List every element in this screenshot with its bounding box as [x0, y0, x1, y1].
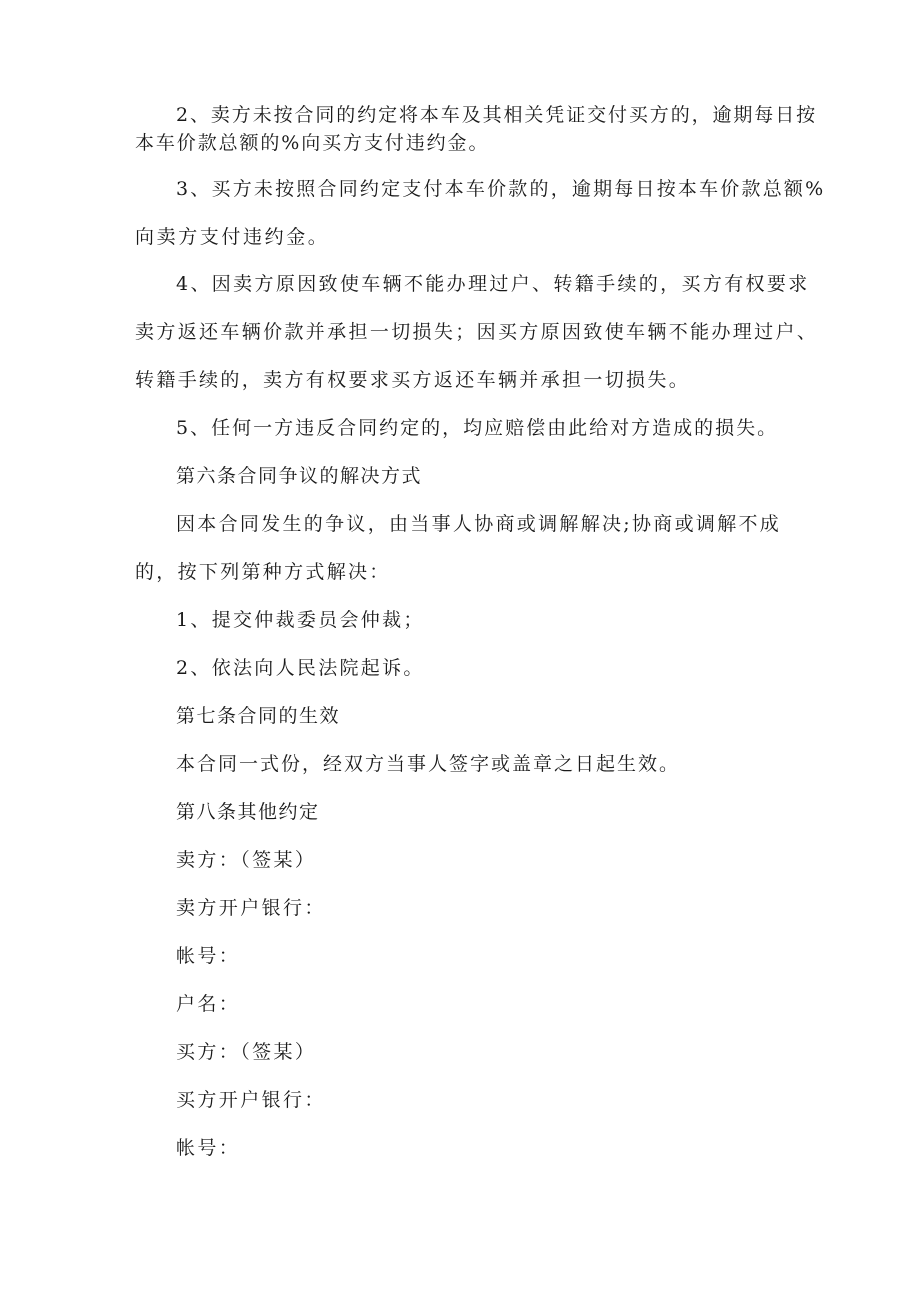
- clause-2-line-1: 2、卖方未按合同的约定将本车及其相关凭证交付买方的，逾期每日按: [176, 104, 817, 126]
- buyer-signature-field: 买方：（签某）: [176, 1041, 317, 1063]
- clause-3-line-1: 3、买方未按照合同约定支付本车价款的，逾期每日按本车价款总额%: [176, 178, 826, 200]
- option-2-court: 2、依法向人民法院起诉。: [176, 657, 425, 679]
- buyer-account-field: 帐号：: [176, 1137, 241, 1159]
- article-6-heading: 第六条合同争议的解决方式: [176, 465, 423, 487]
- clause-2-line-2: 本车价款总额的%向买方支付违约金。: [135, 132, 490, 154]
- seller-account-field: 帐号：: [176, 945, 241, 967]
- seller-bank-field: 卖方开户银行：: [176, 897, 326, 919]
- clause-4-line-2: 卖方返还车辆价款并承担一切损失；因买方原因致使车辆不能办理过户、: [135, 321, 819, 343]
- article-7-heading: 第七条合同的生效: [176, 705, 341, 727]
- article-6-para-line-2: 的，按下列第种方式解决：: [135, 561, 391, 583]
- article-8-heading: 第八条其他约定: [176, 801, 320, 823]
- clause-4-line-1: 4、因卖方原因致使车辆不能办理过户、转籍手续的，买方有权要求: [176, 273, 810, 295]
- clause-5-line-1: 5、任何一方违反合同约定的，均应赔偿由此给对方造成的损失。: [176, 417, 779, 439]
- seller-signature-field: 卖方：（签某）: [176, 849, 317, 871]
- clause-3-line-2: 向卖方支付违约金。: [135, 226, 330, 248]
- article-7-para: 本合同一式份，经双方当事人签字或盖章之日起生效。: [176, 753, 681, 775]
- article-6-para-line-1: 因本合同发生的争议，由当事人协商或调解解决;协商或调解不成: [176, 513, 782, 535]
- seller-account-name-field: 户名：: [176, 993, 241, 1015]
- option-1-arbitration: 1、提交仲裁委员会仲裁；: [176, 609, 425, 631]
- buyer-bank-field: 买方开户银行：: [176, 1089, 326, 1111]
- clause-4-line-3: 转籍手续的，卖方有权要求买方返还车辆并承担一切损失。: [135, 369, 691, 391]
